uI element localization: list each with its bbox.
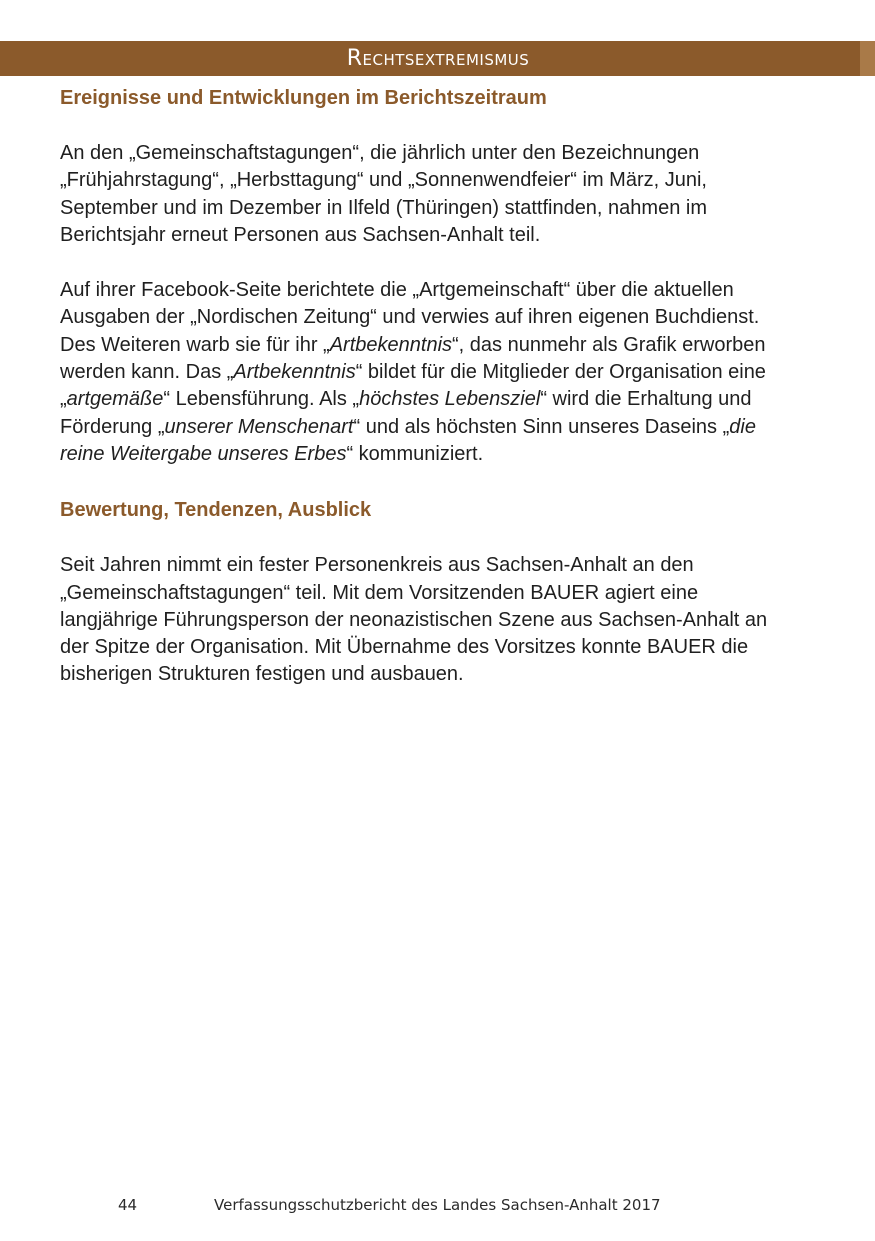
text-run: “ bildet für die Mitglieder der Organisation eine „ — [60, 361, 766, 411]
spacer — [60, 249, 800, 277]
page-number: 44 — [118, 1196, 138, 1214]
publication-title: Verfassungsschutzbericht des Landes Sachsen-Anhalt 2017 — [214, 1196, 661, 1214]
text-run: Auf ihrer Facebook-Seite berichtete die „Artgemeinschaft“ über die aktuellen Ausgaben der „Nordischen Zeitung“ und verwies auf ihren eigenen Buchdienst. Des Weiteren warb sie für ihr „ — [60, 279, 760, 356]
italic-run: Artbekenntnis — [233, 361, 356, 384]
chapter-header-bar — [0, 41, 860, 76]
spacer — [60, 468, 800, 496]
text-run: “ Lebensführung. Als „ — [163, 388, 360, 411]
main-content — [60, 84, 800, 689]
paragraph-assessment: Seit Jahren nimmt ein fester Personenkreis aus Sachsen-Anhalt an den „Gemeinschaftstagungen“ teil. Mit dem Vorsitzenden BAUER agiert eine langjährige Führungsperson der neonazistischen Szene aus Sachsen-Anhalt an der Spitze der Organisation. Mit Übernahme des Vorsitzes konnte BAUER die bisherigen Strukturen festigen und ausbauen. — [60, 554, 768, 686]
text-run: “, das nunmehr als Grafik erworben werden kann. Das „ — [60, 333, 766, 384]
italic-run: höchstes Lebensziel — [359, 388, 541, 411]
paragraph-gemeinschaftstagungen: An den „Gemeinschaftstagungen“, die jährlich unter den Bezeichnungen „Frühjahrstagung“, „Herbsttagung“ und „Sonnenwendfeier“ im März, Juni, September und im Dezember in Ilfeld (Thüringen) stattfinden, nahmen im Berichtsjahr erneut Personen aus Sachsen-Anhalt teil. — [60, 142, 707, 246]
text-run: “ kommuniziert. — [346, 442, 484, 465]
text-run: “ wird die Erhaltung und Förderung „ — [60, 388, 752, 438]
italic-run: die reine Weitergabe unseres Erbes — [60, 415, 756, 465]
italic-run: unserer Menschenart — [164, 415, 354, 438]
chapter-header-edge — [860, 41, 875, 76]
italic-run: Artbekenntnis — [329, 333, 453, 356]
italic-run: artgemäße — [66, 388, 164, 411]
paragraph-facebook — [60, 277, 800, 468]
page-footer — [118, 1196, 661, 1214]
text-run: “ und als höchsten Sinn unseres Daseins „ — [353, 415, 730, 438]
chapter-title: Rechtsextremismus — [346, 45, 530, 71]
section-heading-events: Ereignisse und Entwicklungen im Berichtszeitraum — [60, 87, 547, 109]
spacer — [60, 112, 800, 140]
section-heading-assessment: Bewertung, Tendenzen, Ausblick — [60, 499, 372, 522]
spacer — [60, 524, 800, 552]
